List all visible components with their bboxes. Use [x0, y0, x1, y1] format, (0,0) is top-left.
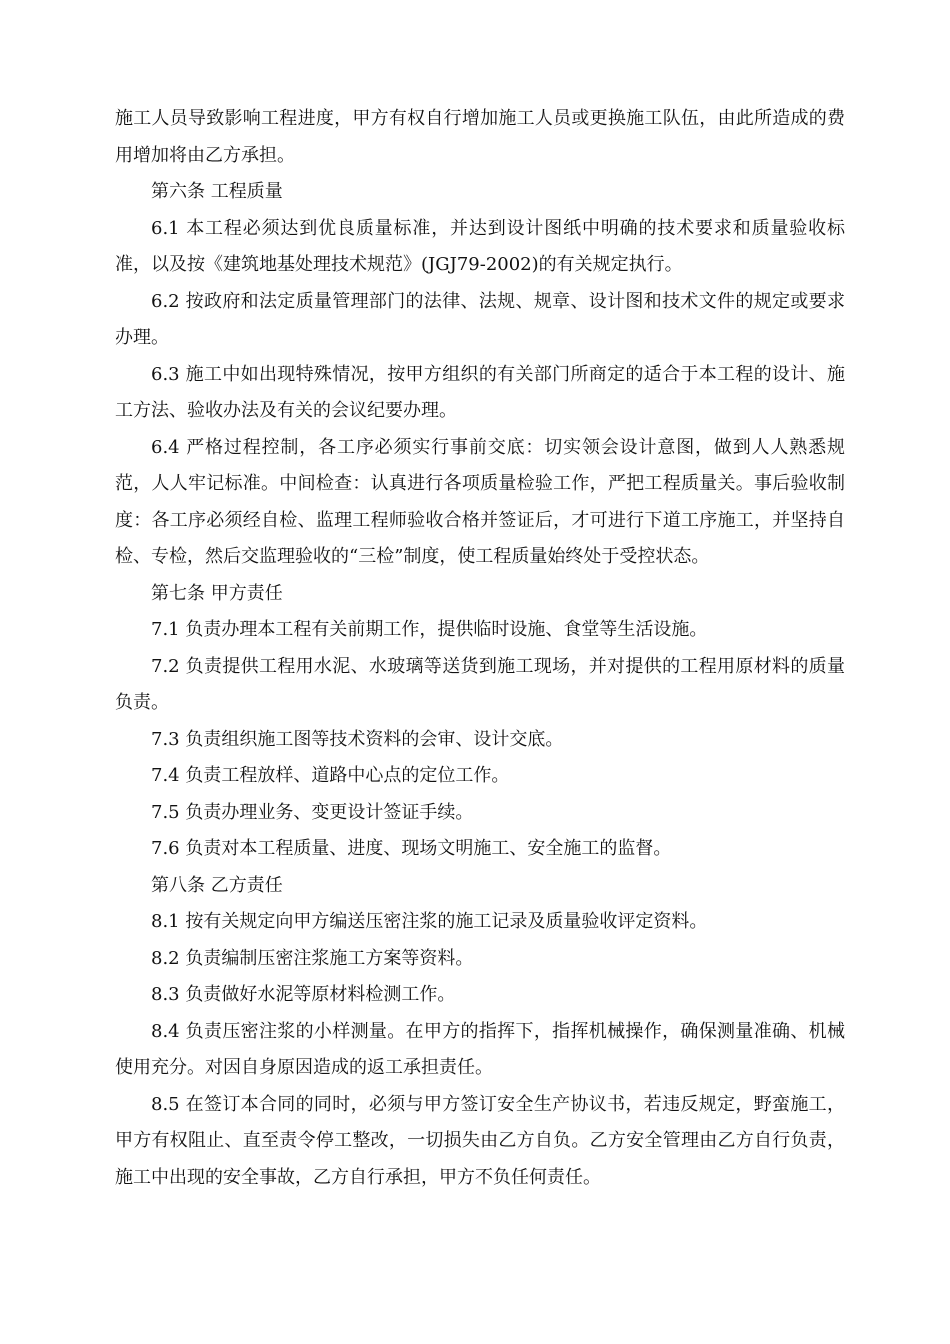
clause-7-6: 7.6 负责对本工程质量、进度、现场文明施工、安全施工的监督。	[151, 838, 672, 859]
clause-8-3: 8.3 负责做好水泥等原材料检测工作。	[151, 984, 456, 1005]
clause-7-5: 7.5 负责办理业务、变更设计签证手续。	[151, 801, 474, 823]
clause-7-3: 7.3 负责组织施工图等技术资料的会审、设计交底。	[151, 728, 564, 750]
clause-6-1: 6.1 本工程必须达到优良质量标准，并达到设计图纸中明确的技术要求和质量验收标准，以及按《建筑地基处理技术规范》(JGJ79-2002)的有关规定执行。	[115, 217, 845, 275]
document-body	[115, 101, 845, 1196]
clause-6-4: 6.4 严格过程控制，各工序必须实行事前交底：切实领会设计意图，做到人人熟悉规范，人人牢记标准。中间检查：认真进行各项质量检验工作，严把工程质量关。事后验收制度：各工序必须经自检、监理工程师验收合格并签证后，才可进行下道工序施工，并坚持自检、专检，然后交监理验收的“三检”制度，使工程质量始终处于受控状态。	[115, 436, 845, 567]
clause-6-3: 6.3 施工中如出现特殊情况，按甲方组织的有关部门所商定的适合于本工程的设计、施工方法、验收办法及有关的会议纪要办理。	[115, 363, 845, 421]
clause-8-4: 8.4 负责压密注浆的小样测量。在甲方的指挥下，指挥机械操作，确保测量准确、机械使用充分。对因自身原因造成的返工承担责任。	[115, 1020, 845, 1078]
section-heading-6: 第六条 工程质量	[151, 181, 283, 202]
clause-8-5: 8.5 在签订本合同的同时，必须与甲方签订安全生产协议书，若违反规定，野蛮施工，甲方有权阻止、直至责令停工整改，一切损失由乙方自负。乙方安全管理由乙方自行负责，施工中出现的安全事故，乙方自行承担，甲方不负任何责任。	[115, 1093, 845, 1188]
clause-8-2: 8.2 负责编制压密注浆施工方案等资料。	[151, 947, 474, 969]
section-heading-7: 第七条 甲方责任	[151, 582, 283, 604]
section-heading-8: 第八条 乙方责任	[151, 874, 283, 896]
clause-7-2: 7.2 负责提供工程用水泥、水玻璃等送货到施工现场，并对提供的工程用原材料的质量负责。	[115, 655, 845, 713]
clause-7-1: 7.1 负责办理本工程有关前期工作，提供临时设施、食堂等生活设施。	[151, 619, 708, 640]
clause-8-1: 8.1 按有关规定向甲方编送压密注浆的施工记录及质量验收评定资料。	[151, 911, 708, 932]
clause-7-4: 7.4 负责工程放样、道路中心点的定位工作。	[151, 765, 510, 786]
paragraph-continuation: 施工人员导致影响工程进度，甲方有权自行增加施工人员或更换施工队伍，由此所造成的费用增加将由乙方承担。	[115, 108, 845, 166]
clause-6-2: 6.2 按政府和法定质量管理部门的法律、法规、规章、设计图和技术文件的规定或要求办理。	[115, 290, 845, 348]
